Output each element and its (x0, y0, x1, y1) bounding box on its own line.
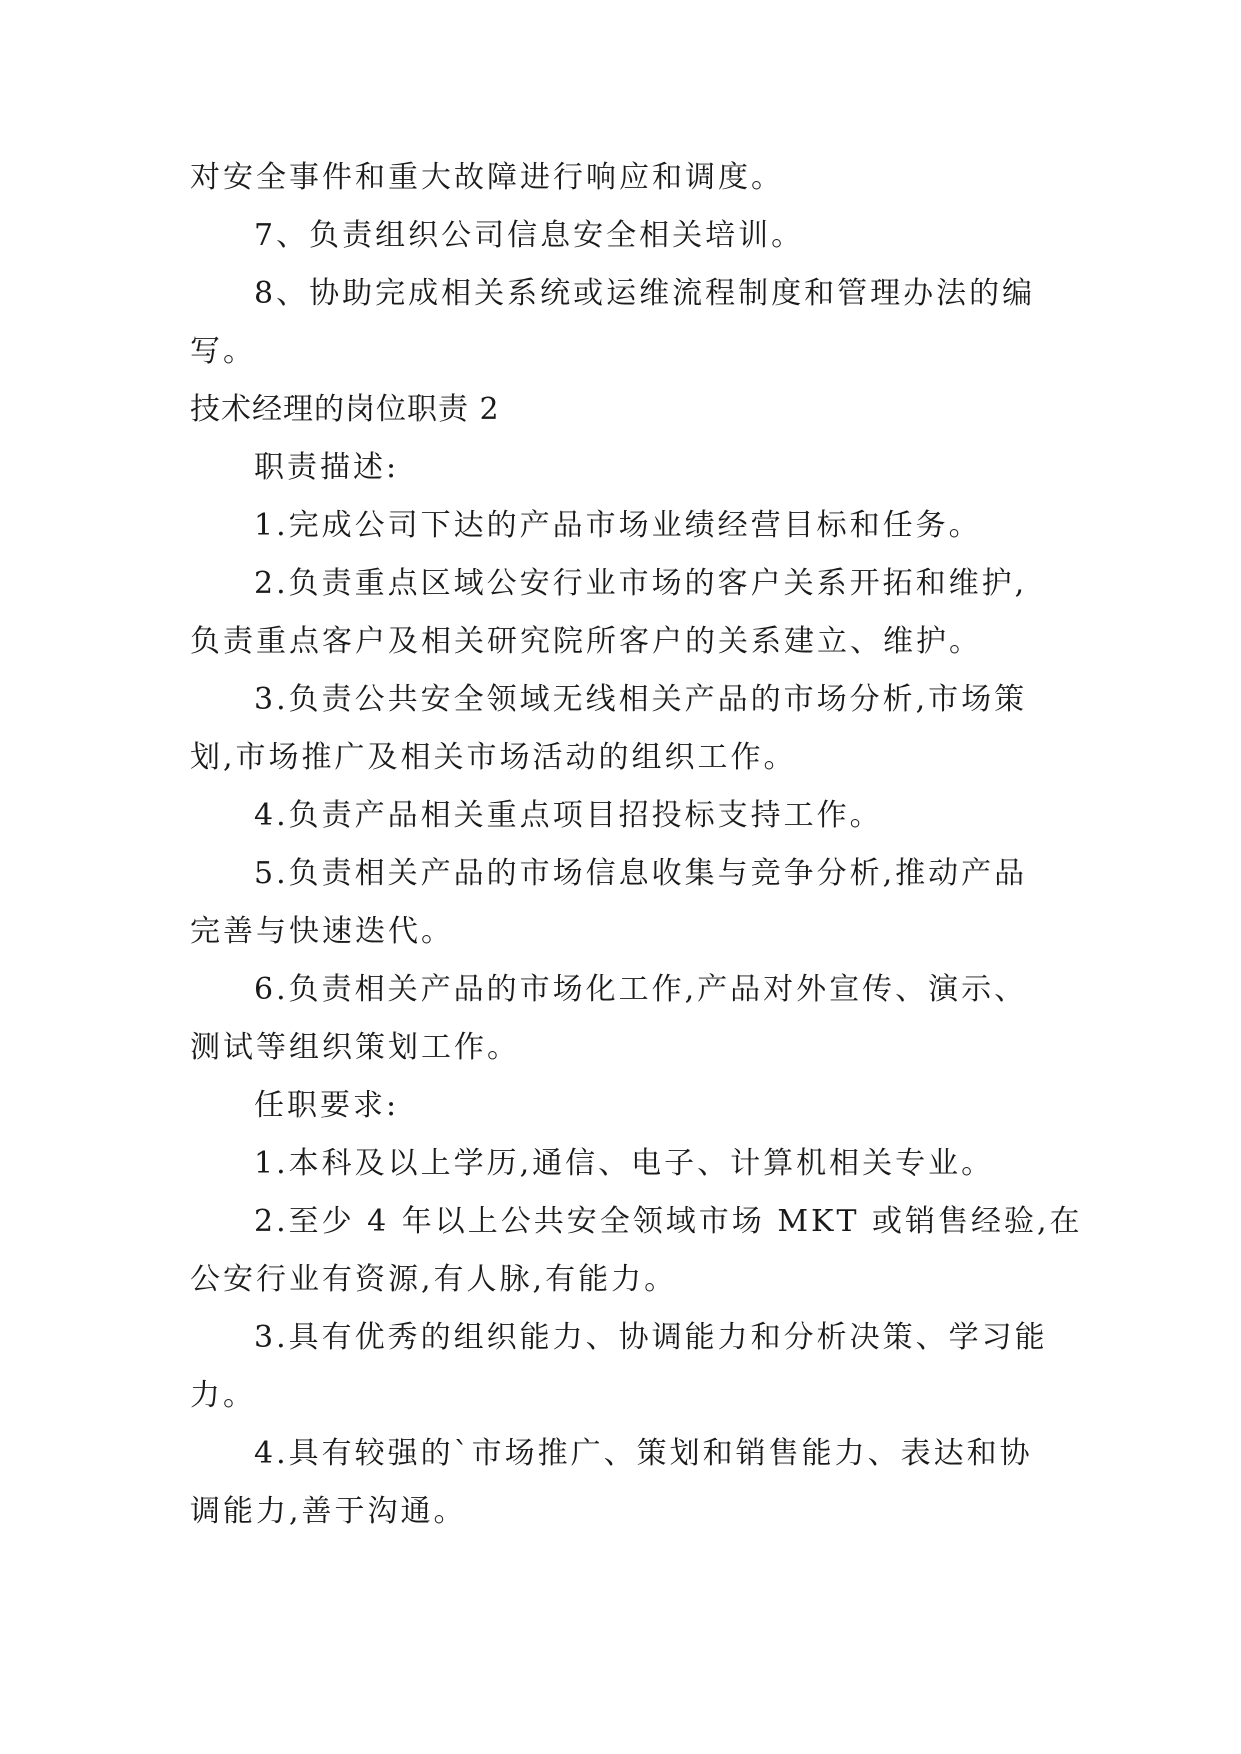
text-line: 3.具有优秀的组织能力、协调能力和分析决策、学习能 (254, 1320, 1048, 1355)
text-line: 4.具有较强的`市场推广、策划和销售能力、表达和协 (254, 1436, 1033, 1471)
text-line: 2.负责重点区域公安行业市场的客户关系开拓和维护, (254, 566, 1028, 601)
text-line: 职责描述: (254, 450, 400, 485)
text-line: 8、协助完成相关系统或运维流程制度和管理办法的编 (254, 276, 1036, 311)
text-line: 1.完成公司下达的产品市场业绩经营目标和任务。 (254, 508, 982, 543)
section-heading: 技术经理的岗位职责 2 (190, 392, 500, 427)
text-line: 5.负责相关产品的市场信息收集与竞争分析,推动产品 (254, 856, 1028, 891)
text-line: 7、负责组织公司信息安全相关培训。 (254, 218, 805, 253)
text-line: 6.负责相关产品的市场化工作,产品对外宣传、演示、 (254, 972, 1028, 1007)
text-line: 完善与快速迭代。 (190, 914, 454, 949)
text-line: 负责重点客户及相关研究院所客户的关系建立、维护。 (190, 624, 982, 659)
text-line: 对安全事件和重大故障进行响应和调度。 (190, 160, 784, 195)
text-line: 公安行业有资源,有人脉,有能力。 (190, 1262, 678, 1297)
text-line: 1.本科及以上学历,通信、电子、计算机相关专业。 (254, 1146, 995, 1181)
text-line: 力。 (190, 1378, 256, 1413)
text-line: 划,市场推广及相关市场活动的组织工作。 (190, 740, 797, 775)
text-line: 3.负责公共安全领域无线相关产品的市场分析,市场策 (254, 682, 1028, 717)
text-line: 写。 (190, 334, 256, 369)
text-line: 测试等组织策划工作。 (190, 1030, 520, 1065)
text-line: 2.至少 4 年以上公共安全领域市场 MKT 或销售经验,在 (254, 1204, 1083, 1239)
text-line: 4.负责产品相关重点项目招投标支持工作。 (254, 798, 883, 833)
text-line: 任职要求: (254, 1088, 400, 1123)
text-line: 调能力,善于沟通。 (190, 1494, 467, 1529)
